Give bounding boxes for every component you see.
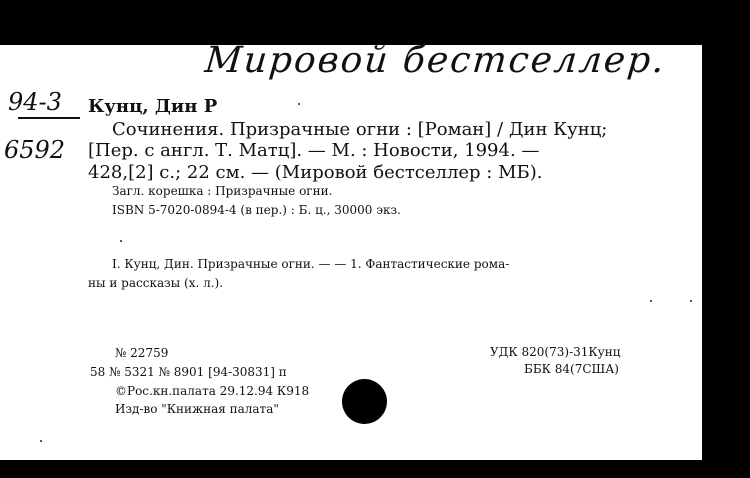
footer-line3: ©Рос.кн.палата 29.12.94 К918 xyxy=(115,384,310,398)
footer-udk: УДК 820(73)-31Кунц xyxy=(490,345,621,359)
footer-bbk: ББК 84(7США) xyxy=(524,362,619,376)
speck xyxy=(690,300,692,302)
entry-subject1: I. Кунц, Дин. Призрачные огни. — — 1. Фантастические рома- xyxy=(112,257,510,271)
speck xyxy=(120,240,122,242)
handwritten-code-bottom: 6592 xyxy=(4,136,66,164)
handwritten-series-title: Мировой бестселлер. xyxy=(203,40,668,81)
entry-note1: Загл. корешка : Призрачные огни. xyxy=(112,184,333,198)
ink-blot xyxy=(342,379,387,424)
entry-line3: 428,[2] с.; 22 см. — (Мировой бестселлер : МБ). xyxy=(88,162,543,183)
entry-subject2: ны и рассказы (х. л.). xyxy=(88,276,224,290)
entry-heading: Кунц, Дин Р xyxy=(88,96,218,117)
entry-isbn: ISBN 5-7020-0894-4 (в пер.) : Б. ц., 30000 экз. xyxy=(112,203,401,217)
entry-line1: Сочинения. Призрачные огни : [Роман] / Дин Кунц; xyxy=(112,119,608,140)
speck xyxy=(40,440,42,442)
card-right-edge xyxy=(702,0,712,478)
code-underline xyxy=(18,117,80,119)
footer-num: № 22759 xyxy=(115,346,169,360)
footer-line4: Изд-во "Книжная палата" xyxy=(115,402,279,416)
footer-line2: 58 № 5321 № 8901 [94-30831] п xyxy=(90,365,287,379)
entry-line2: [Пер. с англ. Т. Матц]. — М. : Новости, 1994. — xyxy=(88,140,540,161)
speck xyxy=(298,103,300,105)
speck xyxy=(650,300,652,302)
handwritten-code-top: 94-3 xyxy=(8,88,62,116)
